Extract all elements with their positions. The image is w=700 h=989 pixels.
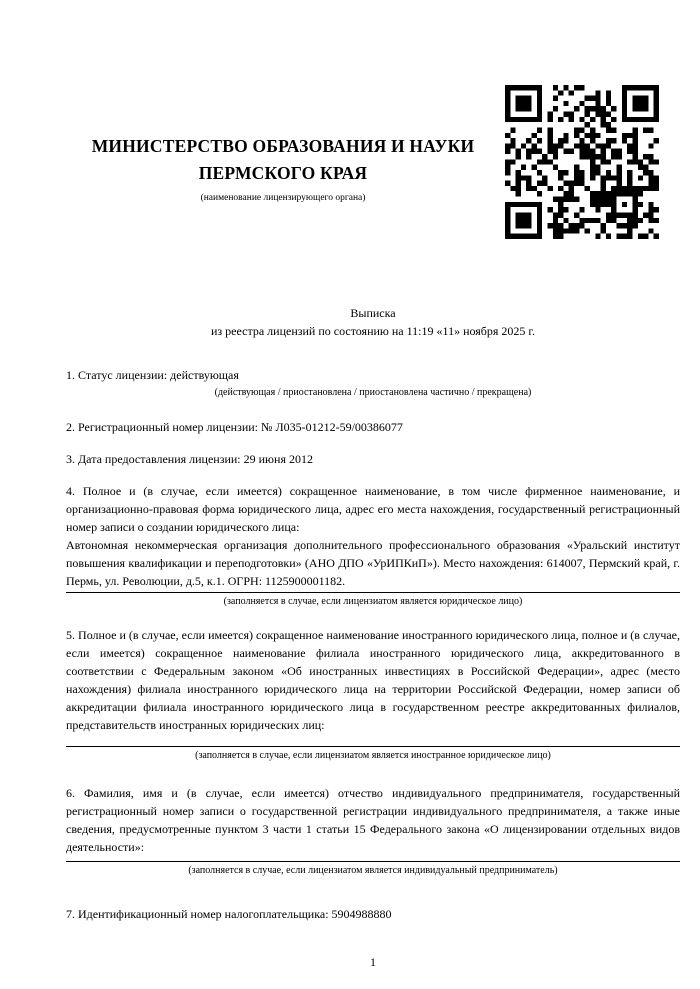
document-title [66, 304, 680, 340]
licensing-authority-note: (наименование лицензирующего органа) [200, 193, 366, 203]
licensing-authority-header [66, 133, 500, 204]
entrepreneur-item-label: 6. Фамилия, имя и (в случае, если имеется) отчество индивидуального предпринимателя, государственный регистрационный номер записи о государственной регистрации индивидуального предпринимателя, а также иные сведения, предусмотренные пунктом 3 части 1 статьи 15 Федерального закона «О лицензировании отдельных видов деятельности»: [66, 786, 680, 854]
license-status-options-note: (действующая / приостановлена / приостановлена частично / прекращена) [214, 387, 532, 398]
document-title-line1: Выписка [350, 306, 396, 320]
legal-entity-note: (заполняется в случае, если лицензиатом является юридическое лицо) [223, 596, 523, 607]
legal-entity-item-value: Автономная некоммерческая организация дополнительного профессионального образования «Уральский институт повышения квалификации и переподготовки» (АНО ДПО «УрИПКиП»). Место нахождения: 614007, Пермский край, г. Пермь, ул. Революции, д.5, к.1. ОГРН: 1125900001182. [66, 538, 680, 588]
legal-entity-item-label: 4. Полное и (в случае, если имеется) сокращенное наименование, в том числе фирменное наименование, и организационно-правовая форма юридического лица, адрес его места нахождения, государственный регистрационный номер записи о создании юридического лица: [66, 484, 680, 534]
page-number: 1 [370, 955, 376, 969]
license-status-item: 1. Статус лицензии: действующая [66, 368, 239, 382]
ministry-name-line1: МИНИСТЕРСТВО ОБРАЗОВАНИЯ И НАУКИ [91, 136, 475, 156]
foreign-entity-note: (заполняется в случае, если лицензиатом является иностранное юридическое лицо) [195, 750, 551, 761]
entrepreneur-fill-line [66, 861, 680, 862]
foreign-entity-item-label: 5. Полное и (в случае, если имеется) сокращенное наименование иностранного юридического лица, полное и (в случае, если имеется) сокращенное наименование филиала иностранного юридического лица, аккредитованного в соответствии с Федеральным законом «Об иностранных инвестициях в Российской Федерации», адрес (место нахождения) филиала иностранного юридического лица на территории Российской Федерации, номер записи об аккредитации филиала иностранного юридического лица в государственном реестре аккредитованных филиалов, представительств иностранных юридических лиц: [66, 628, 680, 732]
license-grant-date-item: 3. Дата предоставления лицензии: 29 июня 2012 [66, 452, 313, 466]
foreign-entity-fill-line [66, 746, 680, 747]
ministry-name-line2: ПЕРМСКОГО КРАЯ [198, 163, 368, 183]
legal-entity-fill-line [66, 592, 680, 593]
document-body [66, 304, 680, 971]
taxpayer-id-item: 7. Идентификационный номер налогоплательщика: 5904988880 [66, 907, 392, 921]
qr-code [505, 85, 659, 239]
entrepreneur-note: (заполняется в случае, если лицензиатом является индивидуальный предприниматель) [188, 865, 558, 876]
document-title-line2: из реестра лицензий по состоянию на 11:19 «11» ноября 2025 г. [211, 324, 535, 338]
registration-number-item: 2. Регистрационный номер лицензии: № Л035-01212-59/00386077 [66, 420, 403, 434]
